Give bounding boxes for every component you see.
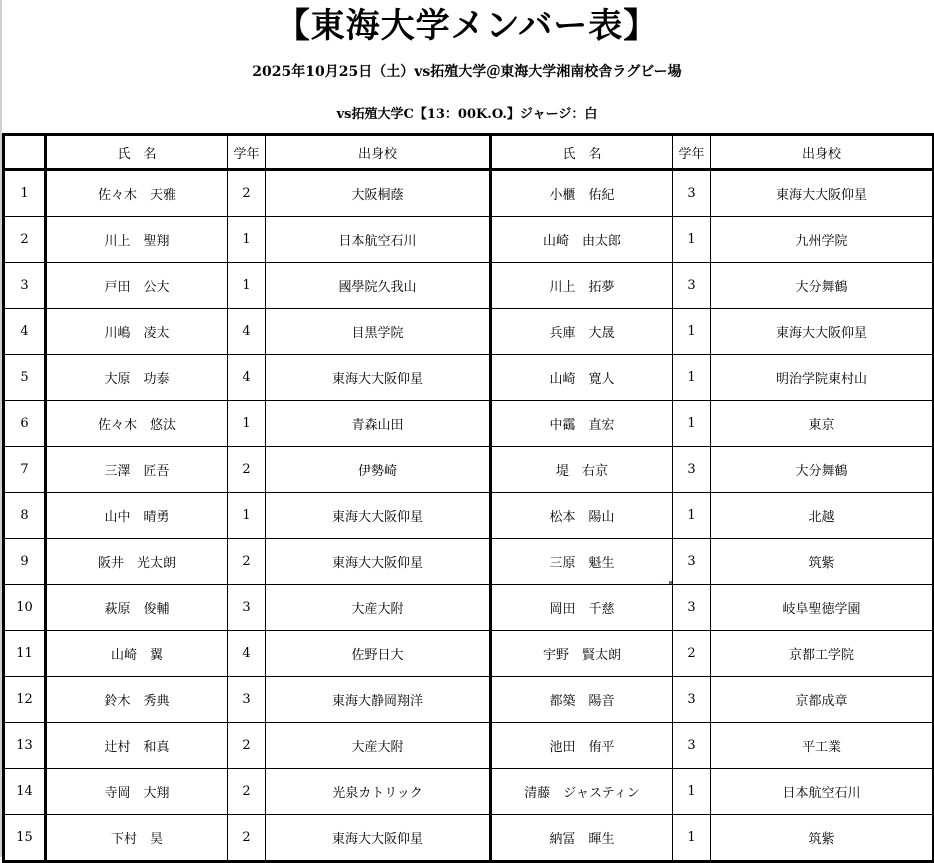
table-row — [4, 309, 934, 355]
table-row — [4, 217, 934, 263]
player-school-right: 岐阜聖徳学園 — [711, 585, 934, 631]
table-row — [4, 170, 934, 217]
player-grade-left: 2 — [228, 170, 266, 217]
table-row — [4, 539, 934, 585]
player-school-left: 國學院久我山 — [266, 263, 491, 309]
player-name-right: 小櫃 佑紀 — [491, 170, 673, 217]
player-grade-left: 4 — [228, 309, 266, 355]
table-row — [4, 769, 934, 815]
header-name-right: 氏 名 — [491, 135, 673, 170]
player-school-left: 東海大静岡翔洋 — [266, 677, 491, 723]
row-number: 4 — [4, 309, 46, 355]
player-grade-left: 2 — [228, 815, 266, 862]
player-name-right: 堤 右京 — [491, 447, 673, 493]
player-grade-left: 1 — [228, 263, 266, 309]
player-school-right: 日本航空石川 — [711, 769, 934, 815]
player-school-left: 光泉カトリック — [266, 769, 491, 815]
table-row — [4, 815, 934, 862]
player-school-right: 明治学院東村山 — [711, 355, 934, 401]
header-no — [4, 135, 46, 170]
player-school-right: 大分舞鶴 — [711, 263, 934, 309]
row-number: 13 — [4, 723, 46, 769]
cell-marker — [669, 581, 672, 584]
player-grade-right: 1 — [673, 493, 711, 539]
player-school-right: 東京 — [711, 401, 934, 447]
header-school-left: 出身校 — [266, 135, 491, 170]
player-school-left: 日本航空石川 — [266, 217, 491, 263]
player-name-left: 川上 聖翔 — [46, 217, 228, 263]
player-name-left: 戸田 公大 — [46, 263, 228, 309]
player-school-right: 九州学院 — [711, 217, 934, 263]
player-name-left: 山崎 翼 — [46, 631, 228, 677]
player-grade-left: 3 — [228, 677, 266, 723]
player-grade-right: 3 — [673, 585, 711, 631]
player-name-right: 山崎 由太郎 — [491, 217, 673, 263]
player-grade-right: 1 — [673, 769, 711, 815]
match-kickoff-info: vs拓殖大学C【13：00K.O.】ジャージ：白 — [336, 107, 598, 122]
player-grade-right: 1 — [673, 401, 711, 447]
player-grade-left: 2 — [228, 447, 266, 493]
player-school-right: 京都成章 — [711, 677, 934, 723]
player-grade-right: 3 — [673, 447, 711, 493]
row-number: 7 — [4, 447, 46, 493]
header-grade-left: 学年 — [228, 135, 266, 170]
player-grade-right: 1 — [673, 815, 711, 862]
player-school-right: 筑紫 — [711, 815, 934, 862]
player-school-right: 京都工学院 — [711, 631, 934, 677]
row-number: 6 — [4, 401, 46, 447]
row-number: 2 — [4, 217, 46, 263]
player-school-left: 大阪桐蔭 — [266, 170, 491, 217]
player-school-right: 東海大大阪仰星 — [711, 309, 934, 355]
table-row — [4, 677, 934, 723]
player-school-left: 東海大大阪仰星 — [266, 355, 491, 401]
player-name-left: 三澤 匠吾 — [46, 447, 228, 493]
player-name-left: 寺岡 大翔 — [46, 769, 228, 815]
player-school-left: 佐野日大 — [266, 631, 491, 677]
player-name-right: 宇野 賢太朗 — [491, 631, 673, 677]
row-number: 5 — [4, 355, 46, 401]
row-number: 14 — [4, 769, 46, 815]
player-name-right: 池田 侑平 — [491, 723, 673, 769]
player-grade-left: 1 — [228, 217, 266, 263]
table-row — [4, 263, 934, 309]
player-school-right: 東海大大阪仰星 — [711, 170, 934, 217]
row-number: 3 — [4, 263, 46, 309]
player-grade-right: 1 — [673, 217, 711, 263]
row-number: 9 — [4, 539, 46, 585]
player-name-right: 川上 拓夢 — [491, 263, 673, 309]
player-name-right: 都築 陽音 — [491, 677, 673, 723]
table-row — [4, 493, 934, 539]
player-name-right: 松本 陽山 — [491, 493, 673, 539]
player-name-left: 大原 功泰 — [46, 355, 228, 401]
player-grade-left: 2 — [228, 723, 266, 769]
row-number: 11 — [4, 631, 46, 677]
table-header-row — [4, 135, 934, 170]
player-grade-left: 1 — [228, 401, 266, 447]
row-number: 1 — [4, 170, 46, 217]
table-row — [4, 631, 934, 677]
player-grade-left: 2 — [228, 769, 266, 815]
table-row — [4, 447, 934, 493]
player-grade-right: 3 — [673, 677, 711, 723]
player-school-left: 大産大附 — [266, 723, 491, 769]
player-name-left: 佐々木 悠汰 — [46, 401, 228, 447]
header-grade-right: 学年 — [673, 135, 711, 170]
player-name-right: 岡田 千慈 — [491, 585, 673, 631]
player-grade-left: 1 — [228, 493, 266, 539]
player-grade-right: 3 — [673, 539, 711, 585]
player-name-right: 兵庫 大晟 — [491, 309, 673, 355]
player-school-left: 大産大附 — [266, 585, 491, 631]
row-number: 10 — [4, 585, 46, 631]
player-school-right: 平工業 — [711, 723, 934, 769]
player-name-right: 山崎 寛人 — [491, 355, 673, 401]
player-school-right: 大分舞鶴 — [711, 447, 934, 493]
player-grade-right: 1 — [673, 355, 711, 401]
table-row — [4, 585, 934, 631]
player-name-right: 三原 魁生 — [491, 539, 673, 585]
player-name-left: 川嶋 凌太 — [46, 309, 228, 355]
player-grade-left: 4 — [228, 631, 266, 677]
player-grade-right: 2 — [673, 631, 711, 677]
header-name-left: 氏 名 — [46, 135, 228, 170]
player-school-right: 筑紫 — [711, 539, 934, 585]
player-school-left: 目黒学院 — [266, 309, 491, 355]
player-grade-right: 1 — [673, 309, 711, 355]
player-name-left: 辻村 和真 — [46, 723, 228, 769]
header-school-right: 出身校 — [711, 135, 934, 170]
player-grade-left: 4 — [228, 355, 266, 401]
player-name-left: 萩原 俊輔 — [46, 585, 228, 631]
row-number: 8 — [4, 493, 46, 539]
table-row — [4, 355, 934, 401]
player-grade-left: 2 — [228, 539, 266, 585]
player-name-left: 下村 昊 — [46, 815, 228, 862]
player-grade-right: 3 — [673, 170, 711, 217]
player-name-left: 山中 晴勇 — [46, 493, 228, 539]
player-name-right: 納冨 暉生 — [491, 815, 673, 862]
player-name-right: 中靍 直宏 — [491, 401, 673, 447]
player-school-left: 東海大大阪仰星 — [266, 539, 491, 585]
player-school-left: 伊勢崎 — [266, 447, 491, 493]
player-name-left: 佐々木 天雅 — [46, 170, 228, 217]
player-school-left: 青森山田 — [266, 401, 491, 447]
player-grade-right: 3 — [673, 723, 711, 769]
row-number: 15 — [4, 815, 46, 862]
player-grade-right: 3 — [673, 263, 711, 309]
player-name-left: 阪井 光太朗 — [46, 539, 228, 585]
table-row — [4, 723, 934, 769]
member-table — [2, 133, 934, 863]
player-school-right: 北越 — [711, 493, 934, 539]
table-row — [4, 401, 934, 447]
match-date-venue: 2025年10月25日（土）vs拓殖大学＠東海大学湘南校舎ラグビー場 — [252, 64, 682, 80]
player-grade-left: 3 — [228, 585, 266, 631]
player-name-left: 鈴木 秀典 — [46, 677, 228, 723]
player-school-left: 東海大大阪仰星 — [266, 815, 491, 862]
row-number: 12 — [4, 677, 46, 723]
player-school-left: 東海大大阪仰星 — [266, 493, 491, 539]
page-title: 【東海大学メンバー表】 — [275, 6, 659, 46]
player-name-right: 清藤 ジャスティン — [491, 769, 673, 815]
